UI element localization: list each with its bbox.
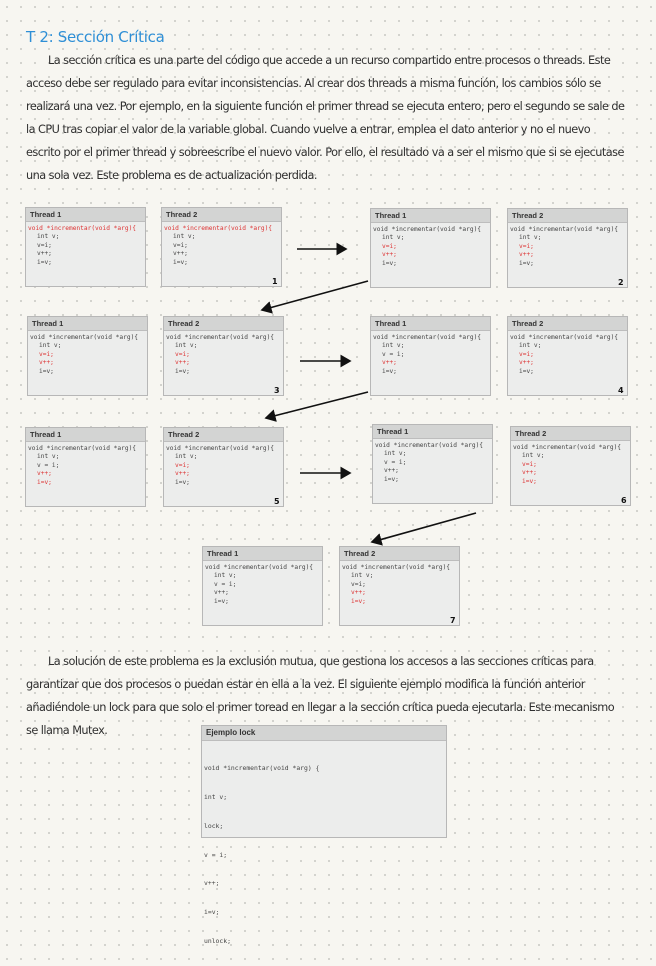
code-text: int v; xyxy=(173,233,196,241)
code-text: v=i; xyxy=(382,242,397,250)
code-text: i=v; xyxy=(175,367,190,375)
code-text: int v; xyxy=(382,234,405,242)
code-text: void *incrementar(void *arg){ xyxy=(373,226,482,233)
code-text: v++; xyxy=(519,251,534,259)
lock-example-panel xyxy=(201,725,447,945)
code-text: i=v; xyxy=(519,367,534,375)
code-text: v++; xyxy=(175,470,190,478)
step-number: 4 xyxy=(618,386,624,395)
code-text: v++; xyxy=(37,250,52,258)
step-number: 1 xyxy=(272,277,278,286)
code-text: i=v; xyxy=(522,477,537,485)
thread-panel-title: Thread 2 xyxy=(162,208,281,222)
code-text: v++; xyxy=(519,359,534,367)
code-text: v = i; xyxy=(382,350,405,358)
code-text: v++; xyxy=(382,359,397,367)
lock-code-line: i=v; xyxy=(204,908,220,917)
code-text: v=i; xyxy=(519,242,534,250)
code-text: v = i; xyxy=(37,461,60,469)
code-text: i=v; xyxy=(351,597,366,605)
code-text: v++; xyxy=(175,359,190,367)
step-number: 7 xyxy=(450,616,456,625)
code-text: v=i; xyxy=(175,461,190,469)
code-text: void *incrementar(void *arg){ xyxy=(166,445,275,452)
code-text: v++; xyxy=(522,469,537,477)
solution-paragraph: La solución de este problema es la exclusión mutua, que gestiona los accesos a las secciones críticas para garantizar que dos procesos o puedan estar en ella a la vez. El siguiente ejemplo modifica la función anterior añadiéndole un lock para que solo el primer toread en llegar a la sección crítica pueda ejecutarla. Este mecanismo se llama Mutex. xyxy=(26,655,615,737)
lock-code-line: int v; xyxy=(204,792,228,801)
code-text: void *incrementar(void *arg){ xyxy=(28,445,137,452)
code-text: void *incrementar(void *arg){ xyxy=(373,334,482,341)
code-text: v++; xyxy=(384,467,399,475)
intro-paragraph: La sección crítica es una parte del código que accede a un recurso compartido entre procesos o threads. Este acceso debe ser regulado para evitar inconsistencias. Al crear dos threads a misma función, los cambios sólo se realizará una vez. Por ejemplo, en la siguiente función el primer thread se ejecuta entero, pero el segundo se sale de la CPU tras copiar el valor de la variable global. Cuando vuelve a entrar, emplea el dato anterior y no el nuevo escrito por el primer thread y sobreescribe el nuevo valor. Por ello, el resultado va a ser el mismo que si se ejecutase una sola vez. Este problema es de actualización perdida. xyxy=(26,54,625,182)
step-number: 5 xyxy=(274,497,280,506)
step-number: 6 xyxy=(621,496,627,505)
lock-example-code xyxy=(202,741,446,966)
code-text: i=v; xyxy=(214,597,229,605)
thread-panel-title: Thread 2 xyxy=(164,317,283,331)
code-text: void *incrementar(void *arg){ xyxy=(166,334,275,341)
lock-example-title: Ejemplo lock xyxy=(202,726,446,741)
code-text: v=i; xyxy=(175,350,190,358)
code-text: int v; xyxy=(39,342,62,350)
code-text: int v; xyxy=(37,453,60,461)
code-text: v++; xyxy=(382,251,397,259)
code-text: int v; xyxy=(384,450,407,458)
code-text: int v; xyxy=(382,342,405,350)
code-text: v=i; xyxy=(519,350,534,358)
lock-code-line: lock; xyxy=(204,821,224,830)
code-text: i=v; xyxy=(37,258,52,266)
thread-panel-title: Thread 1 xyxy=(371,209,490,223)
code-text: int v; xyxy=(175,453,198,461)
thread-panel-title: Thread 2 xyxy=(164,428,283,442)
thread-panel-title: Thread 1 xyxy=(28,317,147,331)
code-text: v++; xyxy=(37,470,52,478)
code-text: v=i; xyxy=(522,460,537,468)
code-text: void *incrementar(void *arg){ xyxy=(513,444,622,451)
thread-panel-title: Thread 1 xyxy=(26,208,145,222)
arrow-back-1 xyxy=(262,281,368,310)
thread-panel-title: Thread 1 xyxy=(373,425,492,439)
code-text: void *incrementar(void *arg){ xyxy=(375,442,484,449)
thread-panel-title: Thread 1 xyxy=(371,317,490,331)
code-text: int v; xyxy=(175,342,198,350)
code-text: v=i; xyxy=(173,241,188,249)
code-text: int v; xyxy=(214,572,237,580)
lock-code-line: void *incrementar(void *arg) { xyxy=(204,764,320,773)
code-text: i=v; xyxy=(173,258,188,266)
code-text: i=v; xyxy=(37,478,52,486)
code-text: void *incrementar(void *arg){ xyxy=(510,226,619,233)
code-text: v = i; xyxy=(214,580,237,588)
thread-panel-title: Thread 2 xyxy=(340,547,459,561)
code-text: void *incrementar(void *arg){ xyxy=(342,564,451,571)
code-text: i=v; xyxy=(382,259,397,267)
thread-panel-title: Thread 2 xyxy=(511,427,630,441)
arrow-back-2 xyxy=(266,392,368,418)
code-text: int v; xyxy=(519,234,542,242)
code-text: i=v; xyxy=(384,475,399,483)
code-text: v=i; xyxy=(37,241,52,249)
code-text: v = i; xyxy=(384,458,407,466)
code-text: v=i; xyxy=(351,580,366,588)
code-text: v=i; xyxy=(39,350,54,358)
arrow-back-3 xyxy=(372,513,476,542)
code-text: int v; xyxy=(37,233,60,241)
section-title: T 2: Sección Crítica xyxy=(26,28,165,46)
code-text: v++; xyxy=(173,250,188,258)
code-text: v++; xyxy=(39,359,54,367)
code-text: int v; xyxy=(519,342,542,350)
code-text: i=v; xyxy=(175,478,190,486)
step-number: 2 xyxy=(618,278,624,287)
code-text: void *incrementar(void *arg){ xyxy=(510,334,619,341)
lock-code-line: unlock; xyxy=(204,936,231,945)
code-text: v++; xyxy=(351,589,366,597)
step-number: 3 xyxy=(274,386,280,395)
code-text: v++; xyxy=(214,589,229,597)
code-text: i=v; xyxy=(382,367,397,375)
thread-panel-title: Thread 2 xyxy=(508,209,627,223)
code-text: void *incrementar(void *arg){ xyxy=(30,334,139,341)
lock-code-line: v++; xyxy=(204,879,220,888)
code-text: void *incrementar(void *arg){ xyxy=(164,225,273,232)
code-text: i=v; xyxy=(519,259,534,267)
thread-panel-title: Thread 2 xyxy=(508,317,627,331)
code-text: int v; xyxy=(522,452,545,460)
code-text: i=v; xyxy=(39,367,54,375)
code-text: void *incrementar(void *arg){ xyxy=(205,564,314,571)
code-text: int v; xyxy=(351,572,374,580)
thread-panel-title: Thread 1 xyxy=(203,547,322,561)
code-text: void *incrementar(void *arg){ xyxy=(28,225,137,232)
thread-panel-title: Thread 1 xyxy=(26,428,145,442)
lock-code-line: v = i; xyxy=(204,850,228,859)
